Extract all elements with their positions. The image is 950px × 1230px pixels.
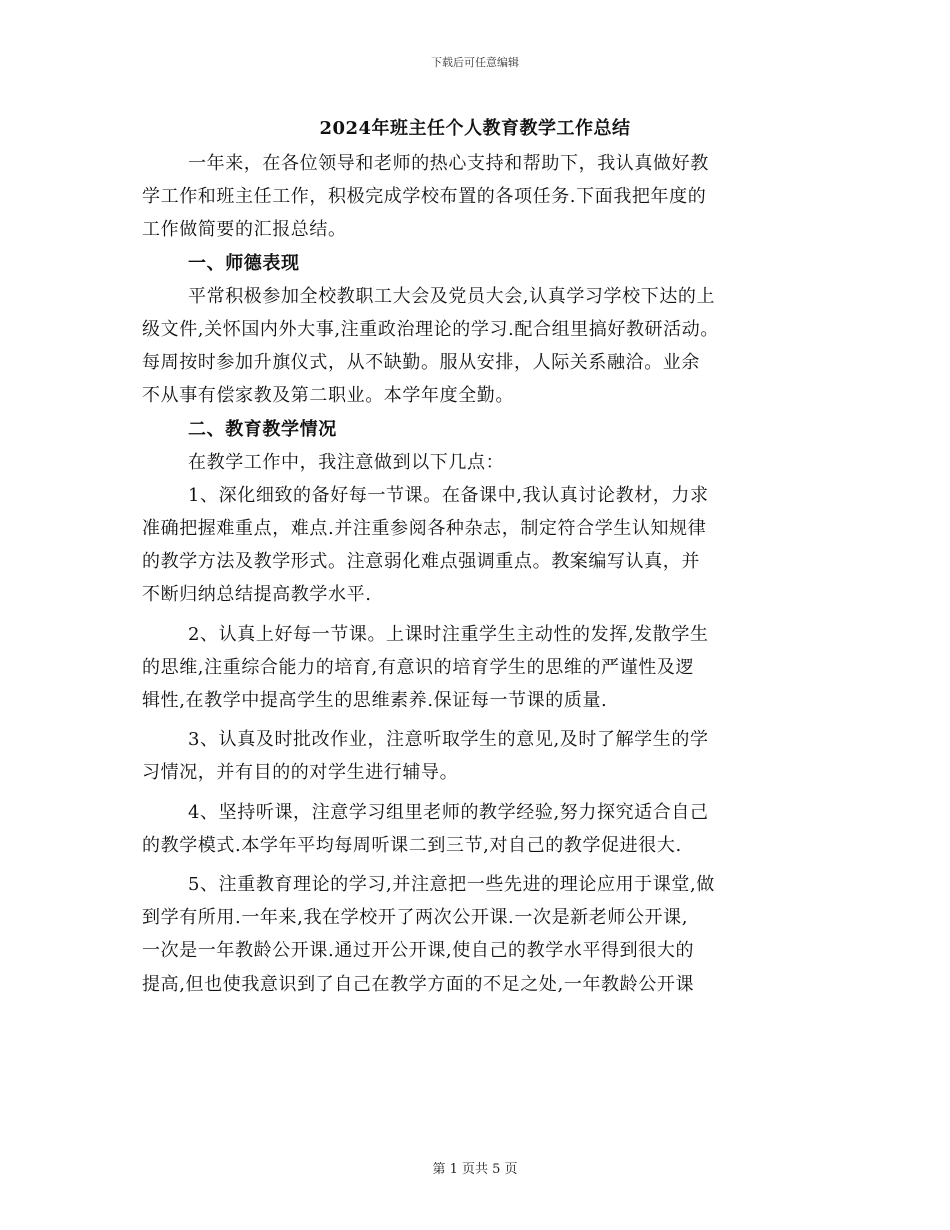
list-item-line: 的思维,注重综合能力的培育,有意识的培育学生的思维的严谨性及逻	[142, 656, 695, 678]
list-item-line: 辑性,在教学中提高学生的思维素养.保证每一节课的质量.	[142, 690, 608, 711]
page-footer: 第 1 页共 5 页	[432, 1162, 518, 1177]
list-item-line: 准确把握难重点，难点.并注重参阅各种杂志，制定符合学生认知规律	[142, 518, 707, 540]
paragraph-line: 学工作和班主任工作，积极完成学校布置的各项任务.下面我把年度的	[142, 186, 707, 208]
list-item-line: 提高,但也使我意识到了自己在教学方面的不足之处,一年教龄公开课	[142, 973, 695, 995]
list-item-line: 5、注重教育理论的学习,并注意把一些先进的理论应用于课堂,做	[188, 873, 715, 895]
list-item-line: 习情况，并有目的的对学生进行辅导。	[142, 762, 459, 784]
page-header: 下载后可任意编辑	[431, 56, 519, 69]
paragraph-line: 不从事有偿家教及第二职业。本学年度全勤。	[142, 385, 514, 407]
list-item-line: 的教学模式.本学年平均每周听课二到三节,对自己的教学促进很大.	[142, 834, 682, 856]
list-item-line: 1、深化细致的备好每一节课。在备课中,我认真讨论教材，力求	[188, 484, 709, 506]
paragraph-line: 每周按时参加升旗仪式，从不缺勤。服从安排，人际关系融洽。业余	[142, 352, 700, 374]
list-item-line: 到学有所用.一年来,我在学校开了两次公开课.一次是新老师公开课,	[142, 907, 689, 929]
paragraph-line: 平常积极参加全校教职工大会及党员大会,认真学习学校下达的上	[188, 285, 716, 307]
list-item-line: 一次是一年教龄公开课.通过开公开课,使自己的教学水平得到很大的	[142, 940, 695, 962]
section-heading-teaching: 二、教育教学情况	[188, 418, 337, 440]
document-title: 2024年班主任个人教育教学工作总结	[319, 118, 631, 139]
document-body	[142, 147, 822, 1001]
paragraph-line: 一年来，在各位领导和老师的热心支持和帮助下，我认真做好教	[188, 153, 709, 174]
paragraph-line: 工作做简要的汇报总结。	[142, 219, 347, 241]
list-item-line: 的教学方法及教学形式。注意弱化难点强调重点。教案编写认真，并	[142, 551, 700, 573]
list-item-line: 不断归纳总结提高教学水平.	[142, 584, 372, 606]
paragraph-line: 在教学工作中，我注意做到以下几点：	[188, 451, 505, 473]
section-heading-ethics: 一、师德表现	[188, 252, 300, 274]
list-item-line: 2、认真上好每一节课。上课时注重学生主动性的发挥,发散学生	[188, 623, 709, 645]
list-item-line: 4、坚持听课，注意学习组里老师的教学经验,努力探究适合自己	[188, 801, 709, 823]
paragraph-line: 级文件,关怀国内外大事,注重政治理论的学习.配合组里搞好教研活动。	[142, 318, 719, 340]
list-item-line: 3、认真及时批改作业，注意听取学生的意见,及时了解学生的学	[188, 729, 709, 751]
